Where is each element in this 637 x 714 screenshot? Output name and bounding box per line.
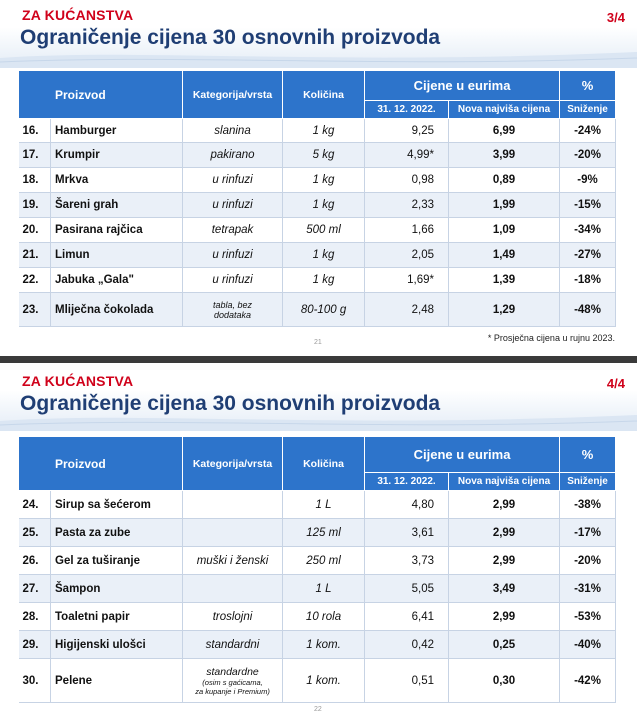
slide-title: Ograničenje cijena 30 osnovnih proizvoda [20, 392, 441, 415]
old-price: 0,51 [365, 659, 449, 703]
slide-3-of-4 [0, 0, 637, 356]
product-quantity: 1 kg [283, 168, 365, 193]
page-indicator: 3/4 [606, 10, 625, 25]
new-max-price: 1,49 [449, 243, 560, 268]
new-max-price: 2,99 [449, 519, 560, 547]
row-number: 20. [19, 218, 51, 243]
table-row [19, 547, 616, 575]
table-row [19, 168, 616, 193]
col-header-old-date: 31. 12. 2022. [365, 101, 449, 119]
product-category: pakirano [183, 143, 283, 168]
product-category: slanina [183, 119, 283, 143]
section-kicker: ZA KUĆANSTVA [22, 7, 134, 23]
reduction-percent: -20% [560, 547, 616, 575]
old-price: 1,66 [365, 218, 449, 243]
table-row [19, 659, 616, 703]
product-quantity: 1 kg [283, 243, 365, 268]
reduction-percent: -42% [560, 659, 616, 703]
slide-4-of-4 [0, 363, 637, 714]
product-category-line: (osim s gaćicama, [202, 677, 263, 687]
old-price: 2,33 [365, 193, 449, 218]
row-number: 19. [19, 193, 51, 218]
col-header-product: Proizvod [19, 71, 183, 119]
reduction-percent: -20% [560, 143, 616, 168]
product-quantity: 1 L [283, 491, 365, 519]
product-quantity: 500 ml [283, 218, 365, 243]
row-number: 24. [19, 491, 51, 519]
reduction-percent: -31% [560, 575, 616, 603]
product-quantity: 5 kg [283, 143, 365, 168]
slide-divider [0, 356, 637, 363]
row-number: 25. [19, 519, 51, 547]
table-row [19, 193, 616, 218]
product-category [183, 519, 283, 547]
old-price: 6,41 [365, 603, 449, 631]
table-row [19, 119, 616, 143]
product-name: Gel za tuširanje [51, 547, 183, 575]
slide-title: Ograničenje cijena 30 osnovnih proizvoda [20, 26, 441, 49]
old-price: 3,61 [365, 519, 449, 547]
product-category-line: dodataka [213, 309, 252, 320]
table-row [19, 575, 616, 603]
reduction-percent: -53% [560, 603, 616, 631]
col-header-product: Proizvod [19, 437, 183, 491]
product-category: u rinfuzi [183, 268, 283, 293]
table-row [19, 519, 616, 547]
row-number: 17. [19, 143, 51, 168]
product-name: Krumpir [51, 143, 183, 168]
col-header-new-price: Nova najviša cijena [449, 473, 560, 491]
col-header-reduction: Sniženje [560, 473, 616, 491]
new-max-price: 2,99 [449, 491, 560, 519]
product-quantity: 1 kom. [283, 631, 365, 659]
reduction-percent: -40% [560, 631, 616, 659]
reduction-percent: -18% [560, 268, 616, 293]
row-number: 22. [19, 268, 51, 293]
product-category: muški i ženski [183, 547, 283, 575]
new-max-price: 1,39 [449, 268, 560, 293]
old-price: 4,80 [365, 491, 449, 519]
product-quantity: 1 kom. [283, 659, 365, 703]
old-price: 2,48 [365, 293, 449, 327]
new-max-price: 1,29 [449, 293, 560, 327]
col-header-category: Kategorija/vrsta [183, 437, 283, 491]
reduction-percent: -17% [560, 519, 616, 547]
page-indicator: 4/4 [606, 376, 625, 391]
reduction-percent: -9% [560, 168, 616, 193]
reduction-percent: -24% [560, 119, 616, 143]
product-category: standardni [183, 631, 283, 659]
reduction-percent: -34% [560, 218, 616, 243]
row-number: 28. [19, 603, 51, 631]
old-price: 9,25 [365, 119, 449, 143]
new-max-price: 1,99 [449, 193, 560, 218]
new-max-price: 2,99 [449, 603, 560, 631]
section-kicker: ZA KUĆANSTVA [22, 373, 134, 389]
product-name: Higijenski ulošci [51, 631, 183, 659]
col-header-percent: % [560, 437, 616, 473]
product-name: Toaletni papir [51, 603, 183, 631]
new-max-price: 1,09 [449, 218, 560, 243]
table-row [19, 603, 616, 631]
product-category-line: za kupanje i Premium) [195, 686, 270, 696]
old-price: 0,42 [365, 631, 449, 659]
table-row [19, 268, 616, 293]
col-header-old-date: 31. 12. 2022. [365, 473, 449, 491]
row-number: 18. [19, 168, 51, 193]
new-max-price: 3,49 [449, 575, 560, 603]
old-price: 0,98 [365, 168, 449, 193]
reduction-percent: -15% [560, 193, 616, 218]
row-number: 23. [19, 293, 51, 327]
product-category-line: tabla, bez [213, 299, 253, 310]
product-quantity: 1 kg [283, 119, 365, 143]
col-header-reduction: Sniženje [560, 101, 616, 119]
old-price: 4,99* [365, 143, 449, 168]
col-header-prices: Cijene u eurima [365, 437, 560, 473]
product-name: Sirup sa šećerom [51, 491, 183, 519]
old-price: 3,73 [365, 547, 449, 575]
product-category: u rinfuzi [183, 193, 283, 218]
product-category: u rinfuzi [183, 243, 283, 268]
reduction-percent: -38% [560, 491, 616, 519]
table-row [19, 243, 616, 268]
product-quantity: 1 L [283, 575, 365, 603]
product-name: Jabuka „Gala" [51, 268, 183, 293]
new-max-price: 6,99 [449, 119, 560, 143]
price-table [18, 70, 616, 327]
price-table [18, 436, 616, 703]
col-header-quantity: Količina [283, 71, 365, 119]
reduction-percent: -27% [560, 243, 616, 268]
old-price: 1,69* [365, 268, 449, 293]
product-name: Pasta za zube [51, 519, 183, 547]
slide-number: 22 [314, 706, 322, 713]
product-name: Pelene [51, 659, 183, 703]
col-header-quantity: Količina [283, 437, 365, 491]
col-header-category: Kategorija/vrsta [183, 71, 283, 119]
product-quantity: 125 ml [283, 519, 365, 547]
product-quantity: 1 kg [283, 193, 365, 218]
product-name: Hamburger [51, 119, 183, 143]
product-category [183, 659, 283, 703]
new-max-price: 3,99 [449, 143, 560, 168]
table-row [19, 491, 616, 519]
table-row [19, 293, 616, 327]
row-number: 26. [19, 547, 51, 575]
new-max-price: 0,89 [449, 168, 560, 193]
slide-number: 21 [314, 339, 322, 346]
product-category-line: standardne [206, 665, 259, 678]
table-row [19, 143, 616, 168]
row-number: 27. [19, 575, 51, 603]
product-category: tetrapak [183, 218, 283, 243]
reduction-percent: -48% [560, 293, 616, 327]
product-category: u rinfuzi [183, 168, 283, 193]
product-category: troslojni [183, 603, 283, 631]
old-price: 5,05 [365, 575, 449, 603]
product-quantity: 80-100 g [283, 293, 365, 327]
col-header-prices: Cijene u eurima [365, 71, 560, 101]
row-number: 29. [19, 631, 51, 659]
product-category [183, 293, 283, 327]
old-price: 2,05 [365, 243, 449, 268]
product-name: Mliječna čokolada [51, 293, 183, 327]
new-max-price: 0,30 [449, 659, 560, 703]
product-category [183, 491, 283, 519]
new-max-price: 2,99 [449, 547, 560, 575]
table-row [19, 631, 616, 659]
product-category [183, 575, 283, 603]
row-number: 21. [19, 243, 51, 268]
product-quantity: 250 ml [283, 547, 365, 575]
col-header-percent: % [560, 71, 616, 101]
product-quantity: 10 rola [283, 603, 365, 631]
product-name: Šampon [51, 575, 183, 603]
product-name: Mrkva [51, 168, 183, 193]
table-row [19, 218, 616, 243]
product-name: Šareni grah [51, 193, 183, 218]
new-max-price: 0,25 [449, 631, 560, 659]
col-header-new-price: Nova najviša cijena [449, 101, 560, 119]
row-number: 16. [19, 119, 51, 143]
product-name: Pasirana rajčica [51, 218, 183, 243]
row-number: 30. [19, 659, 51, 703]
footnote: * Prosječna cijena u rujnu 2023. [487, 333, 615, 343]
product-quantity: 1 kg [283, 268, 365, 293]
product-name: Limun [51, 243, 183, 268]
